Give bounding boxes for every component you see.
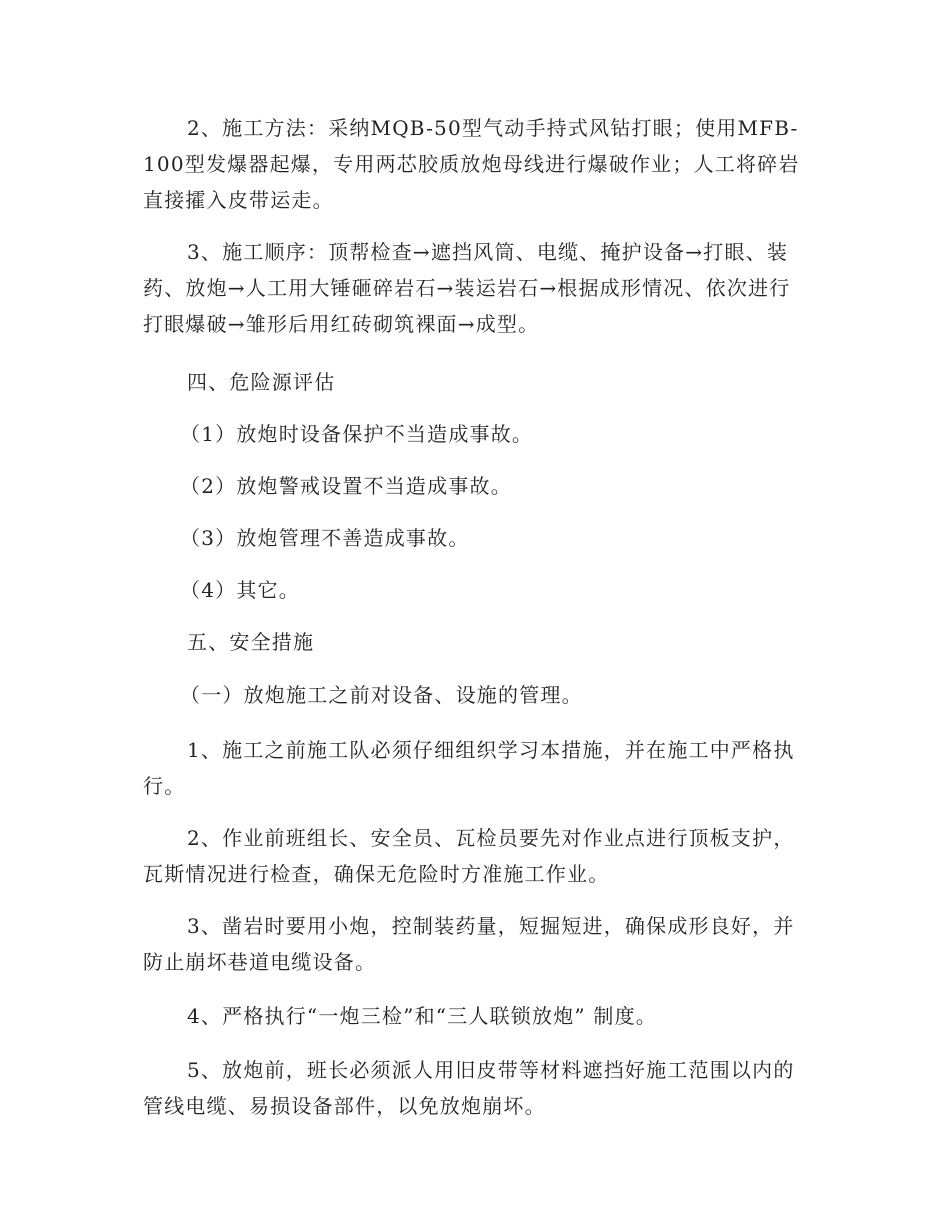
subheading-equipment-management: （一）放炮施工之前对设备、设施的管理。 (180, 683, 583, 707)
heading-hazard-assessment: 四、危险源评估 (187, 370, 336, 394)
paragraph-construction-sequence: 3、施工顺序：顶帮检查→遮挡风筒、电缆、掩护设备→打眼、装药、放炮→人工用大锤砸碎岩石→装运岩石→根据成形情况、依次进行打眼爆破→雏形后用红砖砌筑裸面→成型。 (143, 240, 791, 336)
measure-item-1: 1、施工之前施工队必须仔细组织学习本措施，并在施工中严格执行。 (143, 738, 795, 798)
measure-item-3: 3、凿岩时要用小炮，控制装药量，短掘短进，确保成形良好，并防止崩坏巷道电缆设备。 (143, 914, 795, 974)
measure-item-5: 5、放炮前，班长必须派人用旧皮带等材料遮挡好施工范围以内的管线电缆、易损设备部件，以免放炮崩坏。 (143, 1058, 795, 1118)
measure-item-2: 2、作业前班组长、安全员、瓦检员要先对作业点进行顶板支护，瓦斯情况进行检查，确保无危险时方准施工作业。 (143, 826, 795, 886)
measure-item-4: 4、严格执行“一炮三检”和“三人联锁放炮” 制度。 (187, 1004, 657, 1028)
risk-item-3: （3）放炮管理不善造成事故。 (180, 526, 470, 550)
risk-item-1: （1）放炮时设备保护不当造成事故。 (180, 422, 534, 446)
risk-item-4: （4）其它。 (180, 578, 300, 602)
heading-safety-measures: 五、安全措施 (187, 630, 315, 654)
risk-item-2: （2）放炮警戒设置不当造成事故。 (180, 474, 512, 498)
paragraph-construction-method: 2、施工方法：采纳MQB-50型气动手持式风钻打眼；使用MFB-100型发爆器起爆，专用两芯胶质放炮母线进行爆破作业；人工将碎岩直接攉入皮带运走。 (143, 116, 800, 212)
